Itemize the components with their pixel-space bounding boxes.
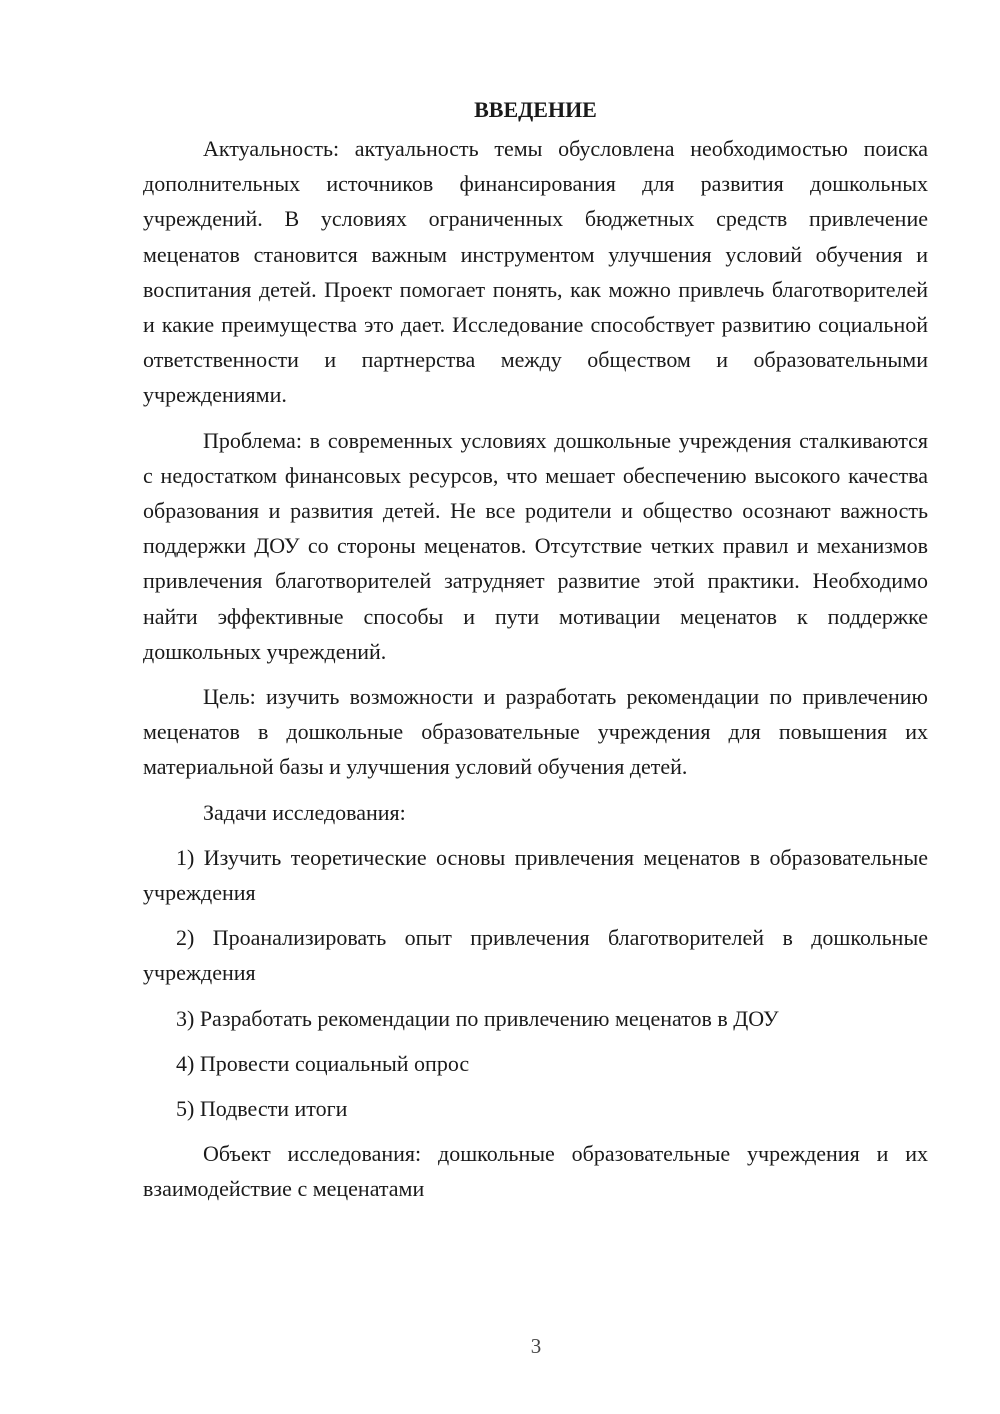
task-item-1: 1) Изучить теоретические основы привлечения меценатов в образовательные учреждения <box>143 844 928 906</box>
task-item-5: 5) Подвести итоги <box>176 1096 348 1122</box>
page-number: 3 <box>530 1334 542 1358</box>
goal-paragraph: Цель: изучить возможности и разработать рекомендации по привлечению меценатов в дошкольные образовательные учреждения для повышения их материальной базы и улучшения условий обучения детей. <box>143 684 928 780</box>
task-item-2: 2) Проанализировать опыт привлечения благотворителей в дошкольные учреждения <box>143 925 928 986</box>
page-content <box>143 92 928 1217</box>
object-paragraph: Объект исследования: дошкольные образовательные учреждения и их взаимодействие с меценатами <box>143 1141 928 1202</box>
problem-paragraph: Проблема: в современных условиях дошкольные учреждения сталкиваются с недостатком финансовых ресурсов, что мешает обеспечению высокого качества образования и развития детей. Не все родители и общество осознают важность поддержки ДОУ со стороны меценатов. Отсутствие четких правил и механизмов привлечения благотворителей затрудняет развитие этой практики. Необходимо найти эффективные способы и пути мотивации меценатов к поддержке дошкольных учреждений. <box>143 427 928 664</box>
relevance-paragraph: Актуальность: актуальность темы обусловлена необходимостью поиска дополнительных источников финансирования для развития дошкольных учреждений. В условиях ограниченных бюджетных средств привлечение меценатов становится важным инструментом улучшения условий обучения и воспитания детей. Проект помогает понять, как можно привлечь благотворителей и какие преимущества это дает. Исследование способствует развитию социальной ответственности и партнерства между обществом и образовательными учреждениями. <box>143 136 928 408</box>
tasks-title: Задачи исследования: <box>203 799 406 825</box>
task-item-3: 3) Разработать рекомендации по привлечению меценатов в ДОУ <box>176 1005 779 1031</box>
task-item-4: 4) Провести социальный опрос <box>176 1050 470 1076</box>
section-heading: ВВЕДЕНИЕ <box>474 97 597 122</box>
